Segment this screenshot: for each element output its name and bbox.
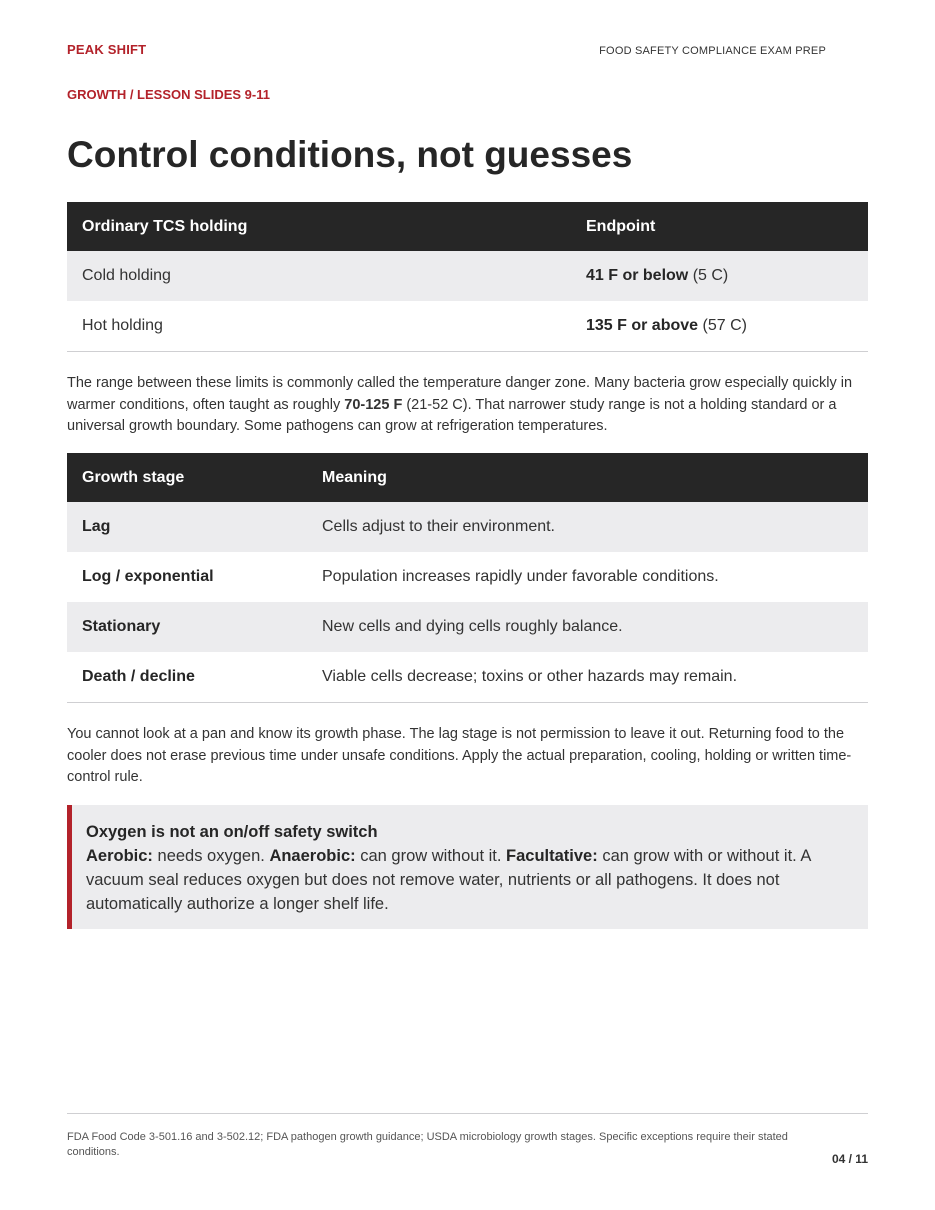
endpoint-cell [571, 301, 868, 352]
table-header-row [67, 453, 868, 502]
study-range: 70-125 F [344, 396, 403, 413]
footer-sources: FDA Food Code 3-501.16 and 3-502.12; FDA pathogen growth guidance; USDA microbiology growth stages. Specific exceptions require their stated conditions. [67, 1131, 788, 1158]
table-row [67, 602, 868, 652]
meaning-cell: New cells and dying cells roughly balance. [307, 602, 868, 652]
term-label: Anaerobic: [269, 847, 356, 865]
endpoint-cell [571, 251, 868, 301]
endpoint-value: 41 F or below [586, 267, 689, 284]
term-label: Facultative: [506, 847, 598, 865]
stage-cell [67, 602, 307, 652]
meaning-cell: Population increases rapidly under favorable conditions. [307, 552, 868, 602]
oxygen-callout [67, 805, 868, 929]
column-header: Ordinary TCS holding [67, 202, 571, 251]
stage-cell [67, 652, 307, 703]
table-header-row [67, 202, 868, 251]
holding-type-cell: Hot holding [67, 301, 571, 352]
term-text: needs oxygen. [152, 847, 270, 865]
paragraph-text: (21-52 C). That narrower study range is not a holding standard or a universal growth boundary. Some pathogens can grow at refrigeration temperatures. [67, 396, 837, 434]
growth-phase-paragraph: You cannot look at a pan and know its growth phase. The lag stage is not permission to leave it out. Returning food to the cooler does not erase previous time under unsafe conditions. Apply the actual preparation, cooling, holding or written time-control rule. [67, 726, 852, 785]
table-row [67, 502, 868, 552]
stage-name: Lag [82, 518, 111, 535]
endpoint-celsius: (57 C) [698, 317, 747, 334]
course-title: FOOD SAFETY COMPLIANCE EXAM PREP [599, 45, 826, 57]
term-label: Aerobic: [86, 847, 153, 865]
page-number: 04 / 11 [831, 1152, 868, 1166]
danger-zone-paragraph [67, 373, 872, 438]
callout-body [86, 844, 850, 916]
section-label: GROWTH / LESSON SLIDES 9-11 [67, 87, 270, 102]
table-row [67, 251, 868, 301]
holding-type-cell: Cold holding [67, 251, 571, 301]
term-text: can grow with or without it. A vacuum seal reduces oxygen but does not remove water, nutrients or all pathogens. It does not automatically authorize a longer shelf life. [86, 847, 811, 913]
callout-accent-bar [67, 805, 72, 929]
stage-cell [67, 502, 307, 552]
holding-table [67, 202, 868, 352]
table-row [67, 301, 868, 352]
table-row [67, 652, 868, 703]
stage-cell [67, 552, 307, 602]
meaning-cell: Cells adjust to their environment. [307, 502, 868, 552]
paragraph-text: The range between these limits is commonly called the temperature danger zone. Many bacteria grow especially quickly in warmer conditions, often taught as roughly [67, 375, 853, 413]
stage-name: Death / decline [82, 668, 195, 685]
growth-stage-table [67, 453, 868, 703]
callout-title: Oxygen is not an on/off safety switch [86, 823, 378, 841]
column-header: Meaning [307, 453, 868, 502]
stage-name: Stationary [82, 618, 161, 635]
page-title: Control conditions, not guesses [67, 134, 633, 175]
brand-name: PEAK SHIFT [67, 42, 147, 57]
stage-name: Log / exponential [82, 568, 214, 585]
column-header: Endpoint [571, 202, 868, 251]
term-text: can grow without it. [355, 847, 507, 865]
footer-divider [67, 1113, 868, 1114]
column-header: Growth stage [67, 453, 307, 502]
meaning-cell: Viable cells decrease; toxins or other hazards may remain. [307, 652, 868, 703]
endpoint-celsius: (5 C) [688, 267, 729, 284]
table-row [67, 552, 868, 602]
endpoint-value: 135 F or above [586, 317, 699, 334]
